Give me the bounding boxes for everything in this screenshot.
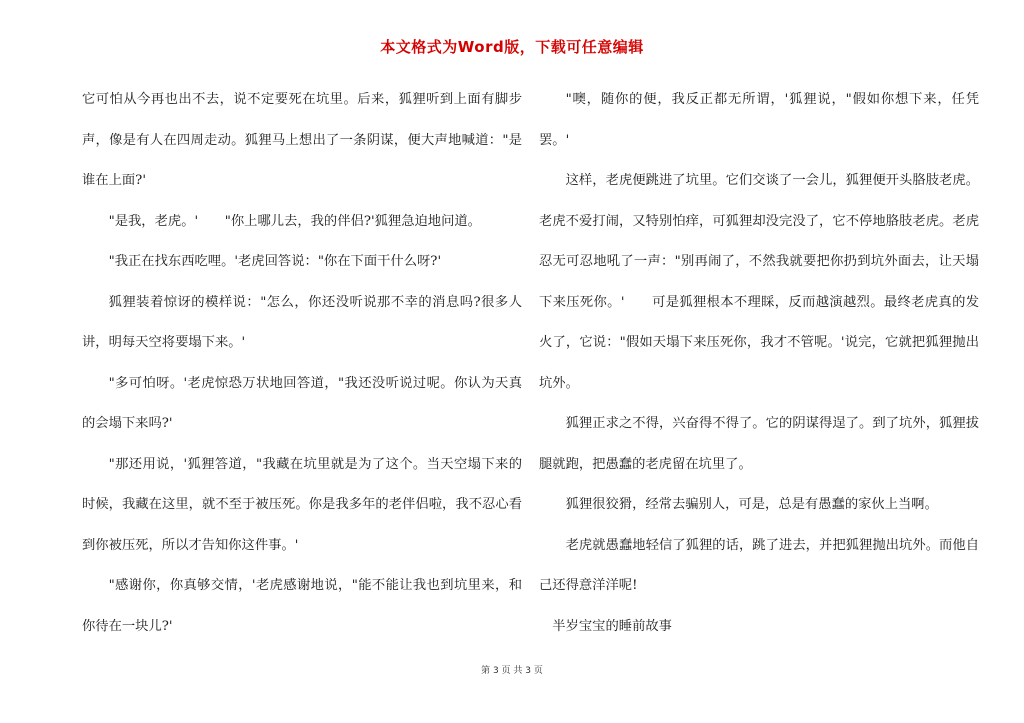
paragraph: 狐狸很狡猾，经常去骗别人，可是，总是有愚蠢的家伙上当啊。 xyxy=(565,497,938,512)
paragraph: "那还用说，'狐狸答道，"我藏在坑里就是为了这个。当天空塌下来的时候，我藏在这里，就不至于被压死。你是我多年的老伴侣啦，我不忍心看到你被压死，所以才告知你这件事。' xyxy=(82,456,522,553)
paragraph: 狐狸装着惊讶的模样说："怎么，你还没听说那不幸的消息吗?很多人讲，明每天空将要塌下来。' xyxy=(82,294,522,350)
paragraph: 这样，老虎便跳进了坑里。它们交谈了一会儿，狐狸便开头胳肢老虎。老虎不爱打闹，又特别怕痒，可狐狸却没完没了，它不停地胳肢老虎。老虎忍无可忍地吼了一声："别再闹了，不然我就要把你扔到坑外面去，让天塌下来压死你。' 可是狐狸根本不理睬，反而越演越烈。最终老虎真的发火了，它说："假如天塌下来压死你，我才不管呢。'说完，它就把狐狸抛出坑外。 xyxy=(539,173,979,391)
paragraph: 老虎就愚蠢地轻信了狐狸的话，跳了进去，并把狐狸抛出坑外。而他自己还得意洋洋呢! xyxy=(539,537,979,593)
paragraph: 它可怕从今再也出不去，说不定要死在坑里。后来，狐狸听到上面有脚步声，像是有人在四周走动。狐狸马上想出了一条阴谋，便大声地喊道："是谁在上面?' xyxy=(82,92,522,188)
section-heading: 半岁宝宝的睡前故事 xyxy=(552,618,672,634)
paragraph: "噢，随你的便，我反正都无所谓，'狐狸说，"假如你想下来，任凭罢。' xyxy=(539,92,979,148)
paragraph: "感谢你，你真够交情，'老虎感谢地说，"能不能让我也到坑里来，和你待在一块儿?' xyxy=(82,578,522,634)
right-column xyxy=(539,80,979,647)
paragraph: 狐狸正求之不得，兴奋得不得了。它的阴谋得逞了。到了坑外，狐狸拔腿就跑，把愚蠢的老虎留在坑里了。 xyxy=(539,416,979,472)
page-number: 第 3 页 共 3 页 xyxy=(481,666,543,676)
left-column xyxy=(82,80,522,647)
paragraph: "多可怕呀。'老虎惊恐万状地回答道，"我还没听说过呢。你认为天真的会塌下来吗?' xyxy=(82,375,522,431)
download-banner: 本文格式为Word版，下载可任意编辑 xyxy=(380,38,644,56)
paragraph: "我正在找东西吃哩。'老虎回答说："你在下面干什么呀?' xyxy=(108,254,442,269)
paragraph: "是我，老虎。' "你上哪儿去，我的伴侣?'狐狸急迫地问道。 xyxy=(108,213,481,229)
